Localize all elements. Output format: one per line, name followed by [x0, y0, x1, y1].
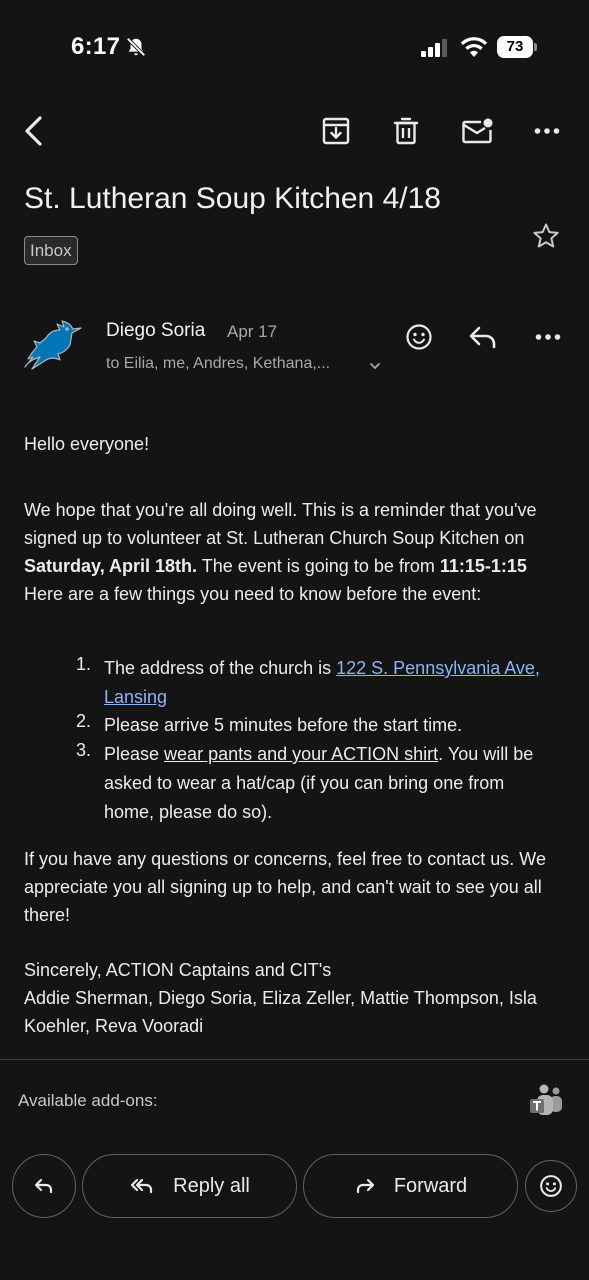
- list-text: Please: [104, 744, 165, 764]
- reply-button[interactable]: [462, 316, 504, 358]
- status-time: 6:17: [71, 33, 121, 60]
- reply-all-label: Reply all: [173, 1174, 250, 1197]
- star-button[interactable]: [526, 216, 566, 256]
- recipients-toggle[interactable]: to Eilia, me, Andres, Kethana,...: [106, 355, 331, 372]
- list-text: . You will be asked to wear a hat/cap (if you can bring one from home, please do so).: [104, 744, 534, 822]
- back-button[interactable]: [14, 111, 54, 151]
- divider: [0, 1059, 589, 1060]
- forward-button[interactable]: [303, 1154, 518, 1218]
- forward-label: Forward: [393, 1174, 468, 1197]
- trash-icon: [392, 116, 420, 146]
- bell-slash-icon: [125, 36, 147, 58]
- list-number: 1.: [76, 654, 92, 674]
- mark-unread-icon: [461, 117, 495, 145]
- addons-label: Available add-ons:: [18, 1091, 158, 1110]
- event-date: Saturday, April 18th.: [24, 556, 198, 576]
- email-closing: If you have any questions or concerns, feel free to contact us. We appreciate you all signing up to help, and can't wait to see you all there!: [24, 849, 546, 925]
- archive-icon: [321, 116, 351, 146]
- intro-text: The event is going to be from: [197, 556, 440, 576]
- signoff-line: Sincerely, ACTION Captains and CIT's: [24, 960, 332, 980]
- sender-name: Diego Soria: [106, 320, 206, 341]
- list-number: 3.: [76, 740, 92, 760]
- reply-icon: [468, 324, 498, 350]
- sender-avatar[interactable]: [22, 317, 84, 373]
- inbox-label-chip[interactable]: Inbox: [24, 236, 78, 265]
- email-subject: St. Lutheran Soup Kitchen 4/18: [24, 182, 441, 215]
- status-bar: [0, 0, 589, 96]
- address-link[interactable]: 122 S. Pennsylvania Ave, Lansing: [104, 658, 540, 707]
- intro-text: Here are a few things you need to know before the event:: [24, 584, 482, 604]
- add-reaction-button[interactable]: [398, 316, 440, 358]
- more-options-button[interactable]: [527, 111, 567, 151]
- reply-pill-button[interactable]: [12, 1154, 76, 1218]
- underlined-text: wear pants and your ACTION shirt: [164, 744, 439, 764]
- smiley-icon: [405, 323, 433, 351]
- signoff-names: Addie Sherman, Diego Soria, Eliza Zeller, Mattie Thompson, Isla Koehler, Reva Vooradi: [24, 988, 537, 1036]
- delete-button[interactable]: [386, 111, 426, 151]
- archive-button[interactable]: [316, 111, 356, 151]
- smiley-icon: [539, 1174, 563, 1198]
- battery-icon: [497, 36, 537, 58]
- list-text: The address of the church is: [104, 658, 337, 678]
- wifi-icon: [460, 36, 488, 58]
- battery-level: 73: [497, 36, 533, 58]
- intro-text: We hope that you're all doing well. This is a reminder that you've signed up to volunteer at St. Lutheran Church Soup Kitchen on: [24, 500, 537, 548]
- signal-icon: [421, 39, 449, 57]
- event-time: 11:15-1:15: [439, 556, 527, 576]
- back-arrow-icon: [22, 115, 46, 147]
- list-text: Please arrive 5 minutes before the start time.: [104, 715, 463, 735]
- sender-date: Apr 17: [227, 322, 278, 341]
- email-intro: [24, 496, 572, 608]
- email-signoff: [24, 956, 572, 1040]
- more-horizontal-icon: [535, 333, 561, 341]
- reply-all-button[interactable]: [82, 1154, 297, 1218]
- more-horizontal-icon: [534, 127, 560, 135]
- teams-addon-icon[interactable]: [528, 1083, 564, 1119]
- chevron-down-icon[interactable]: [368, 359, 382, 373]
- list-number: 2.: [76, 711, 92, 731]
- star-icon: [531, 221, 561, 251]
- message-more-button[interactable]: [527, 316, 569, 358]
- reply-icon: [33, 1177, 55, 1195]
- email-greeting: Hello everyone!: [24, 434, 150, 454]
- forward-icon: [354, 1177, 376, 1195]
- mark-unread-button[interactable]: [456, 111, 500, 151]
- reply-all-icon: [129, 1177, 155, 1195]
- emoji-reaction-button[interactable]: [525, 1160, 577, 1212]
